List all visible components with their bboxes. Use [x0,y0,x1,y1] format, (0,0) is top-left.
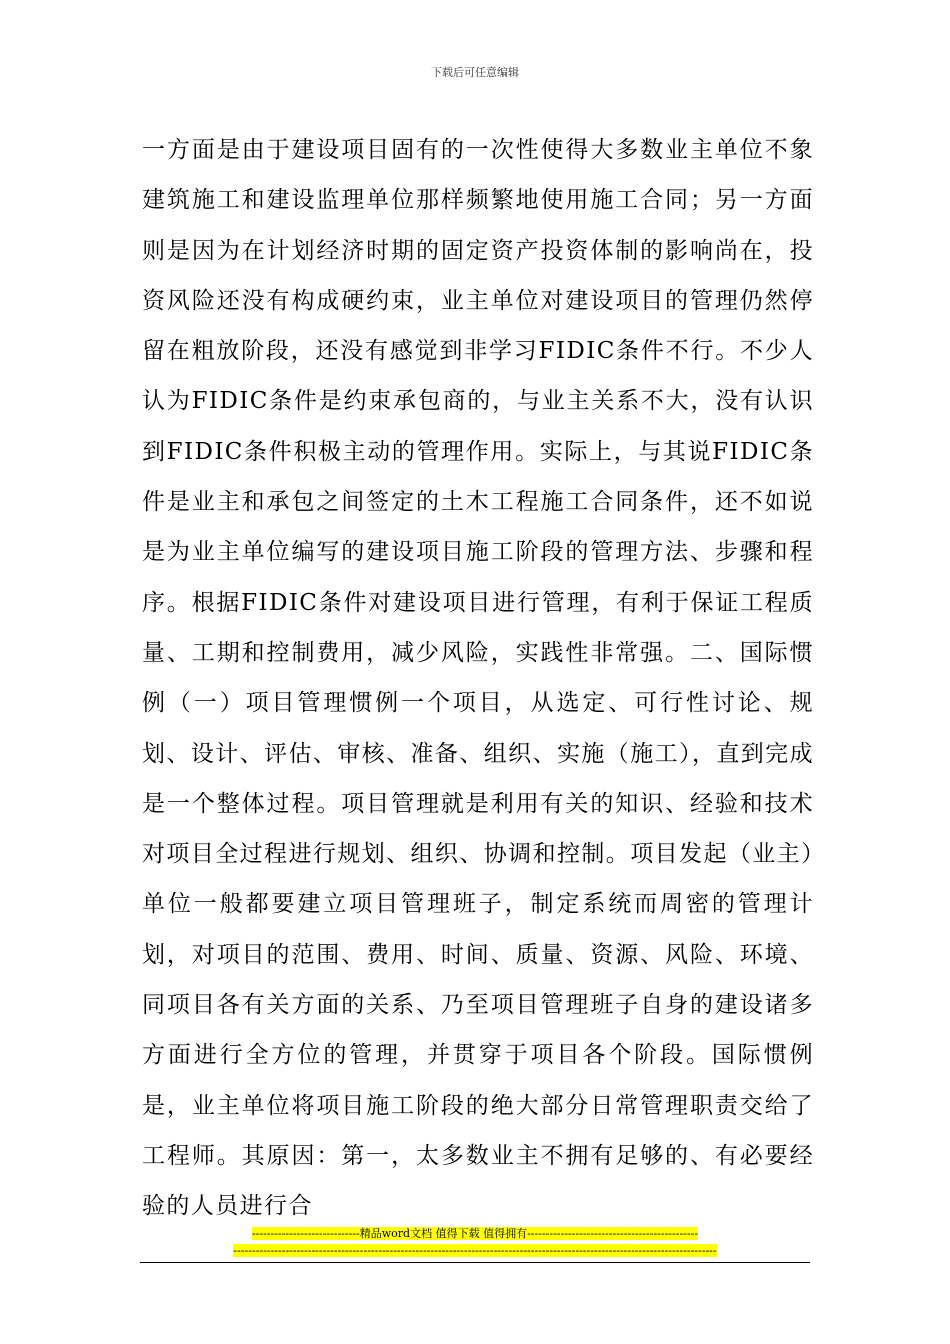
footer-banner-top-text: -----------------------------精品word文档 值得下载 值得拥有---------------------------------------------- [251,1227,699,1240]
footer-banner-top [0,1226,950,1241]
footer-banner-bottom-text: ---------------------------------------------------------------------------------------------------------------------------------- [233,1244,717,1257]
footer-banner-bottom [0,1243,950,1258]
footer-divider [140,1262,810,1263]
page-header: 下载后可任意编辑 [431,66,519,79]
body-paragraph: 一方面是由于建设项目固有的一次性使得大多数业主单位不象建筑施工和建设监理单位那样频繁地使用施工合同；另一方面则是因为在计划经济时期的固定资产投资体制的影响尚在，投资风险还没有构成硬约束，业主单位对建设项目的管理仍然停留在粗放阶段，还没有感觉到非学习FIDIC条件不行。不少人认为FIDIC条件是约束承包商的，与业主关系不大，没有认识到FIDIC条件积极主动的管理作用。实际上，与其说FIDIC条件是业主和承包之间签定的土木工程施工合同条件，还不如说是为业主单位编写的建设项目施工阶段的管理方法、步骤和程序。根据FIDIC条件对建设项目进行管理，有利于保证工程质量、工期和控制费用，减少风险，实践性非常强。二、国际惯例（一）项目管理惯例一个项目，从选定、可行性讨论、规划、设计、评估、审核、准备、组织、实施（施工），直到完成是一个整体过程。项目管理就是利用有关的知识、经验和技术对项目全过程进行规划、组织、协调和控制。项目发起（业主）单位一般都要建立项目管理班子，制定系统而周密的管理计划，对项目的范围、费用、时间、质量、资源、风险、环境、同项目各有关方面的关系、乃至项目管理班子自身的建设诸多方面进行全方位的管理，并贯穿于项目各个阶段。国际惯例是，业主单位将项目施工阶段的绝大部分日常管理职责交给了工程师。其原因：第一，太多数业主不拥有足够的、有必要经验的人员进行合 [142,137,814,1220]
